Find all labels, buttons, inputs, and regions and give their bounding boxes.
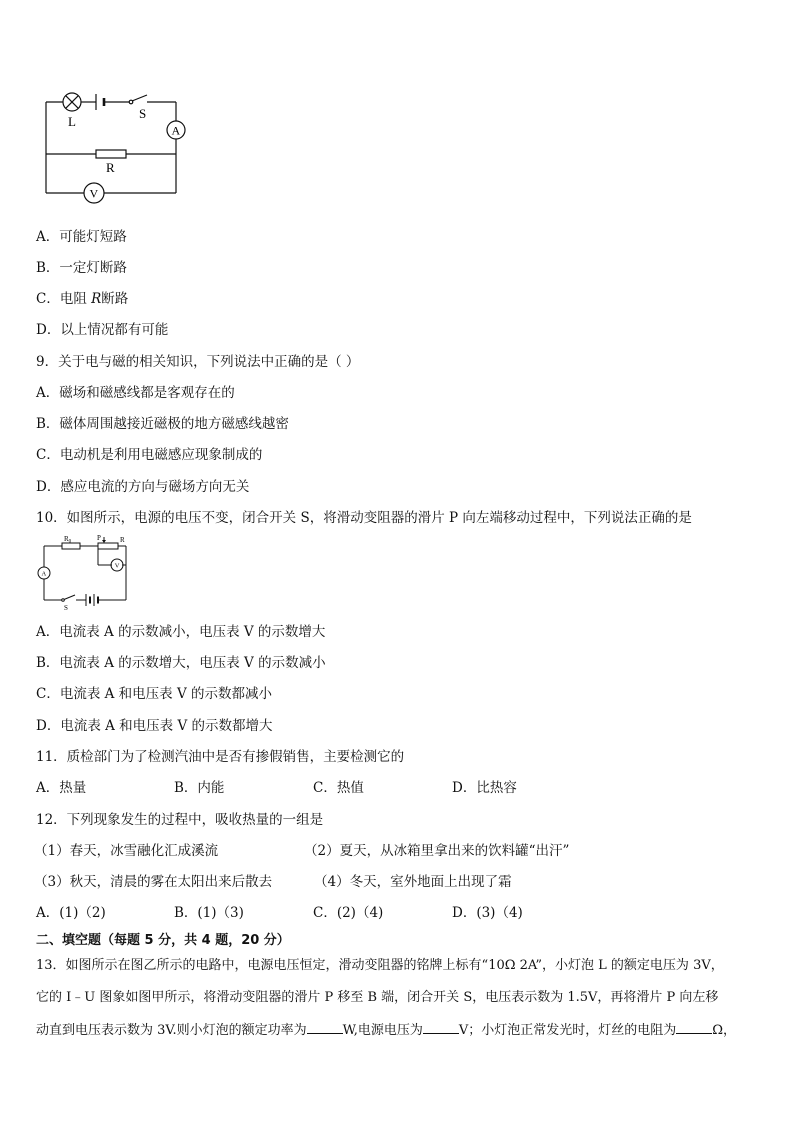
circuit-diagram-2 <box>36 534 136 614</box>
q9-option-b: B．磁体周围越接近磁极的地方磁感线越密 <box>36 416 289 432</box>
q9-stem: 9．关于电与磁的相关知识，下列说法中正确的是（ ） <box>36 354 360 370</box>
q13-line-3 <box>36 1021 736 1040</box>
q13-line-2: 它的 I﹣U 图象如图甲所示，将滑动变阻器的滑片 P 移至 B 端，闭合开关 S，电压表示数为 1.5V，再将滑片 P 向左移 <box>36 990 719 1005</box>
voltmeter-label: V <box>89 186 99 201</box>
q12-item-4: （4）冬天，室外地面上出现了霜 <box>314 874 512 890</box>
q8-option-a: A．可能灯短路 <box>36 229 127 245</box>
q8-option-b: B．一定灯断路 <box>36 260 127 276</box>
answer-blank-resistance[interactable] <box>676 1021 712 1034</box>
battery2-icon <box>86 594 98 606</box>
ammeter2-label: A <box>41 570 47 578</box>
q8-option-c-prefix: C．电阻 <box>36 291 92 307</box>
q13-line-1: 13．如图所示在图乙所示的电路中，电源电压恒定，滑动变阻器的铭牌上标有“10Ω 2A”，小灯泡 L 的额定电压为 3V， <box>36 958 724 973</box>
q12-item-1: （1）春天，冰雪融化汇成溪流 <box>34 843 219 859</box>
answer-blank-power[interactable] <box>307 1021 343 1034</box>
q11-option-a: A．热量 <box>36 780 87 796</box>
voltmeter2-label: V <box>114 562 120 570</box>
q11-option-c: C．热值 <box>313 780 364 796</box>
ammeter-label: A <box>171 123 181 138</box>
q11-option-d: D．比热容 <box>452 780 517 796</box>
q10-option-b: B．电流表 A 的示数增大，电压表 V 的示数减小 <box>36 655 326 671</box>
lamp-label: L <box>68 114 76 129</box>
q12-item-3: （3）秋天，清晨的雾在太阳出来后散去 <box>34 874 273 890</box>
r0-label-main: R <box>64 535 69 543</box>
resistor-label: R <box>106 160 115 175</box>
q9-option-c: C．电动机是利用电磁感应现象制成的 <box>36 447 263 463</box>
q10-option-c: C．电流表 A 和电压表 V 的示数都减小 <box>36 686 272 702</box>
q8-option-c-symbol: R <box>91 291 102 307</box>
p-label: P <box>97 534 101 542</box>
answer-blank-voltage[interactable] <box>423 1021 459 1034</box>
switch-icon <box>129 95 147 104</box>
r-label: R <box>120 536 125 544</box>
resistor-icon <box>96 150 126 158</box>
q11-option-b: B．内能 <box>174 780 225 796</box>
q10-stem: 10．如图所示，电源的电压不变，闭合开关 S，将滑动变阻器的滑片 P 向左端移动过程中，下列说法正确的是 <box>36 510 692 526</box>
q13-text-d: Ω， <box>712 1023 737 1038</box>
q12-item-2: （2）夏天，从冰箱里拿出来的饮料罐“出汗” <box>304 843 570 859</box>
lamp-icon <box>63 93 81 111</box>
switch2-icon <box>62 595 75 601</box>
q12-option-c: C．(2)（4) <box>313 905 384 921</box>
q9-option-d: D．感应电流的方向与磁场方向无关 <box>36 479 250 495</box>
rheostat-icon <box>98 543 118 549</box>
q13-text-b: W,电源电压为 <box>342 1023 423 1038</box>
battery-icon <box>96 94 104 110</box>
q12-option-d: D．(3)（4) <box>452 905 523 921</box>
q9-option-a: A．磁场和磁感线都是客观存在的 <box>36 385 235 401</box>
switch2-label: S <box>64 604 68 612</box>
r0-label-sub: 0 <box>68 539 72 545</box>
q13-text-c: V；小灯泡正常发光时，灯丝的电阻为 <box>458 1023 677 1038</box>
q13-text-a: 动直到电压表示数为 3V.则小灯泡的额定功率为 <box>36 1023 307 1038</box>
q12-option-a: A．(1)（2) <box>36 905 106 921</box>
q10-option-a: A．电流表 A 的示数减小，电压表 V 的示数增大 <box>36 624 326 640</box>
q11-stem: 11．质检部门为了检测汽油中是否有掺假销售，主要检测它的 <box>36 749 405 765</box>
q12-stem: 12．下列现象发生的过程中，吸收热量的一组是 <box>36 812 324 828</box>
q10-option-d: D．电流表 A 和电压表 V 的示数都增大 <box>36 718 273 734</box>
section-heading: 二、填空题（每题 5 分，共 4 题，20 分） <box>36 933 290 948</box>
circuit-diagram-1 <box>36 88 236 208</box>
q8-option-c <box>36 290 128 308</box>
q8-option-d: D．以上情况都有可能 <box>36 322 169 338</box>
q12-option-b: B．(1)（3) <box>174 905 244 921</box>
q8-option-c-suffix: 断路 <box>101 291 129 307</box>
switch-label: S <box>139 106 147 121</box>
